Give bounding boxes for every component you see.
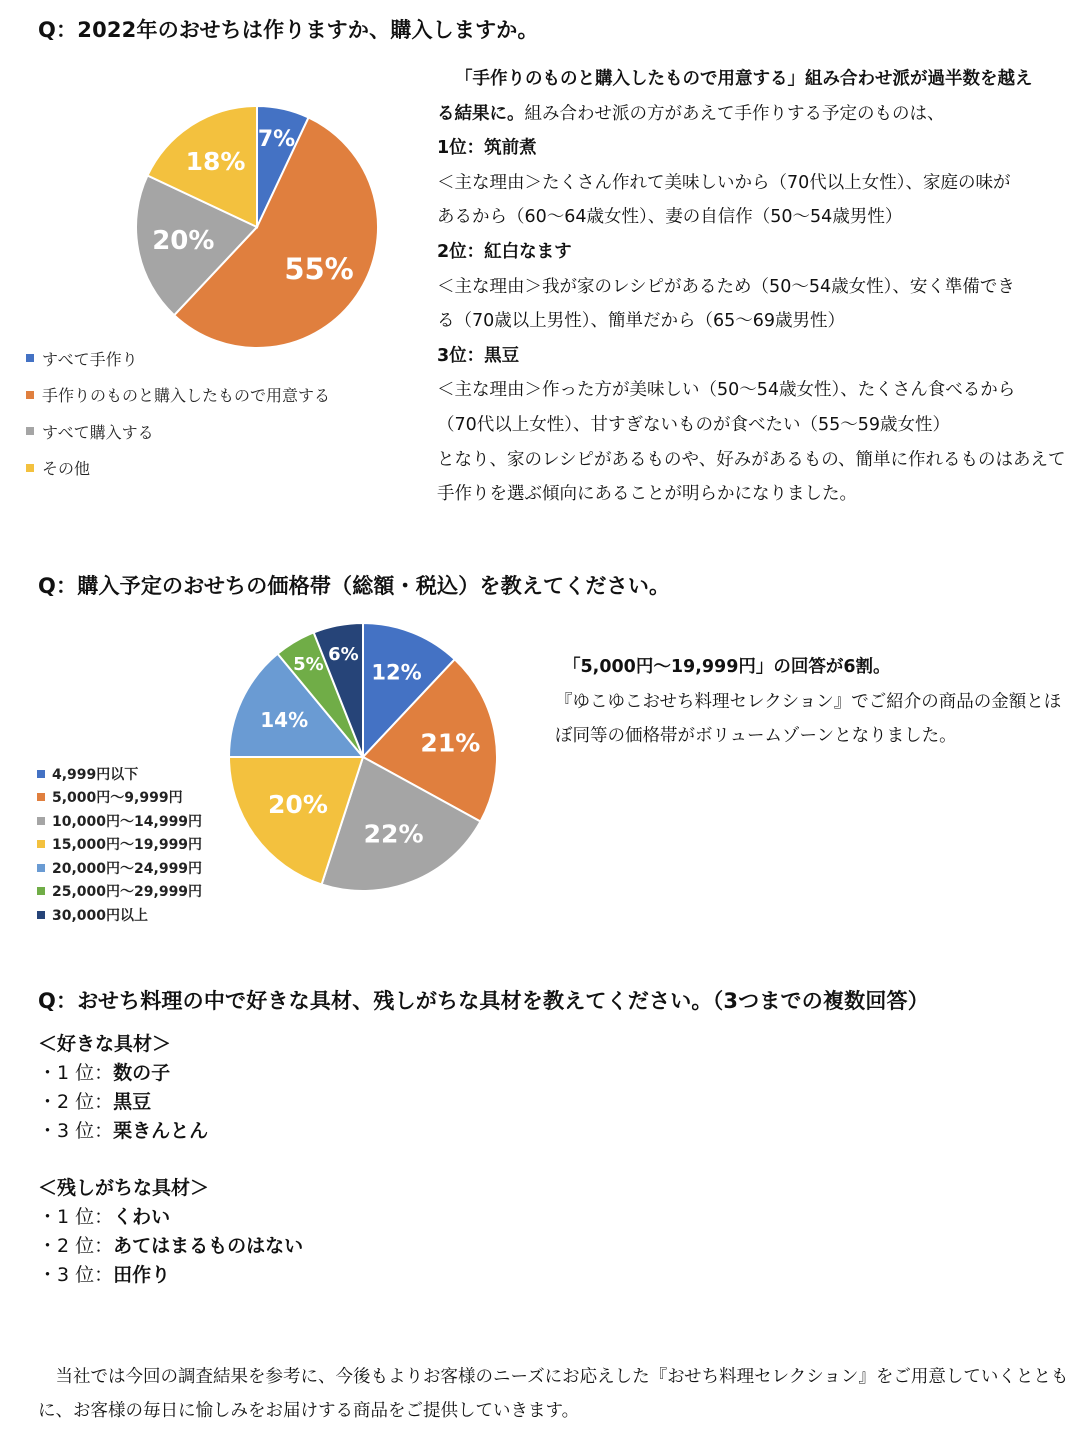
rank1-title: 1位：筑前煮 (437, 138, 537, 159)
list-item: ・1 位：数の子 (38, 1062, 171, 1084)
legend-label: 30,000円以上 (52, 907, 149, 924)
legend-swatch (37, 817, 45, 825)
list-item: ・1 位：くわい (38, 1206, 171, 1228)
legend-swatch (37, 864, 45, 872)
pie-data-label: 18% (185, 147, 246, 177)
legend-label: 4,999円以下 (52, 766, 139, 783)
closing-text (38, 1360, 1068, 1428)
list-item: ・3 位：田作り (38, 1264, 171, 1286)
legend-swatch (26, 391, 34, 399)
pie-data-label: 22% (363, 819, 424, 849)
pie-chart-price-range (220, 617, 505, 902)
rank2-reason-line1: ＜主な理由＞我が家のレシピがあるため（50～54歳女性）、安く準備でき (437, 276, 1015, 297)
list-item: ・2 位：あてはまるものはない (38, 1235, 304, 1257)
leftovers-header: ＜残しがちな具材＞ (38, 1177, 210, 1199)
rank3-reason-line1: ＜主な理由＞作った方が美味しい（50～54歳女性）、たくさん食べるから (437, 380, 1016, 401)
legend-item (37, 786, 202, 810)
list-item: ・2 位：黒豆 (38, 1091, 152, 1113)
legend-item (37, 833, 202, 857)
legend-label: 手作りのものと購入したもので用意する (42, 386, 331, 406)
legend-label: その他 (42, 459, 91, 479)
pie-data-label: 7% (257, 127, 296, 153)
pie-data-label: 20% (152, 226, 215, 257)
pie-data-label: 5% (293, 654, 324, 676)
pie-data-label: 21% (420, 728, 481, 758)
legend-swatch (37, 911, 45, 919)
legend-item (26, 450, 330, 487)
rank2-title: 2位：紅白なます (437, 241, 572, 262)
price-text-line1: 『ゆこゆこおせち料理セレクション』でご紹介の商品の金額とほ (555, 691, 1062, 712)
legend-item (37, 880, 202, 904)
favorites-header: ＜好きな具材＞ (38, 1033, 172, 1055)
legend-label: 5,000円～9,999円 (52, 790, 183, 807)
legend-item (37, 856, 202, 880)
legend-item (26, 340, 330, 377)
legend-item (37, 903, 202, 927)
pie-data-label: 55% (284, 252, 354, 287)
legend-swatch (37, 770, 45, 778)
legend-swatch (37, 887, 45, 895)
lead-bold-2: る結果に。 (437, 103, 525, 124)
pie-data-label: 12% (371, 660, 422, 685)
conclusion-line2: 手作りを選ぶ傾向にあることが明らかになりました。 (437, 484, 857, 505)
closing-line2: に、お客様の毎日に愉しみをお届けする商品をご提供していきます。 (38, 1401, 580, 1421)
pie-chart-price-legend (37, 762, 202, 927)
section1-text (437, 62, 1066, 512)
favorite-ingredients (38, 1030, 208, 1146)
rank2-reason-line2: る（70歳以上男性）、簡単だから（65～69歳男性） (437, 311, 846, 332)
pie-data-label: 6% (328, 643, 359, 665)
pie-data-label: 20% (268, 789, 328, 819)
rank3-title: 3位：黒豆 (437, 345, 520, 366)
legend-swatch (26, 464, 34, 472)
rank1-reason-line2: あるから（60～64歳女性）、妻の自信作（50～54歳男性） (437, 207, 903, 228)
legend-swatch (26, 354, 34, 362)
rank1-reason-line1: ＜主な理由＞たくさん作れて美味しいから（70代以上女性）、家庭の味が (437, 172, 1011, 193)
legend-label: 20,000円～24,999円 (52, 860, 203, 877)
closing-line1: 当社では今回の調査結果を参考に、今後もよりお客様のニーズにお応えした『おせち料理セレクション』をご用意していくととも (38, 1367, 1069, 1387)
section2-text (555, 650, 1062, 754)
pie-data-label: 14% (260, 707, 309, 732)
lead-bold: 「手作りのものと購入したもので用意する」組み合わせ派が過半数を越え (455, 69, 1033, 89)
price-text-line2: ぼ同等の価格帯がボリュームゾーンとなりました。 (555, 726, 957, 747)
section3-title: Q：おせち料理の中で好きな具材、残しがちな具材を教えてください。（3つまでの複数回答） (38, 989, 929, 1013)
price-headline: 「5,000円～19,999円」の回答が6割。 (563, 657, 891, 677)
section1-title: Q：2022年のおせちは作りますか、購入しますか。 (38, 18, 539, 42)
pie-chart-homemade-legend (26, 340, 330, 486)
legend-item (26, 413, 330, 450)
legend-item (37, 762, 202, 786)
pie-chart-homemade-vs-purchase (120, 90, 395, 365)
legend-label: すべて手作り (42, 349, 138, 369)
legend-label: すべて購入する (42, 422, 154, 442)
lead-rest: 組み合わせ派の方があえて手作りする予定のものは、 (524, 103, 945, 124)
legend-item (37, 809, 202, 833)
legend-label: 10,000円～14,999円 (52, 813, 203, 830)
legend-swatch (26, 427, 34, 435)
legend-label: 25,000円～29,999円 (52, 884, 203, 901)
conclusion-line1: となり、家のレシピがあるものや、好みがあるもの、簡単に作れるものはあえて (437, 449, 1066, 470)
legend-item (26, 377, 330, 414)
legend-swatch (37, 793, 45, 801)
legend-label: 15,000円～19,999円 (52, 837, 203, 854)
section2-title: Q：購入予定のおせちの価格帯（総額・税込）を教えてください。 (38, 574, 671, 598)
rank3-reason-line2: （70代以上女性）、甘すぎないものが食べたい（55～59歳女性） (437, 414, 951, 435)
list-item: ・3 位：栗きんとん (38, 1120, 209, 1142)
leftover-ingredients (38, 1174, 303, 1290)
legend-swatch (37, 840, 45, 848)
